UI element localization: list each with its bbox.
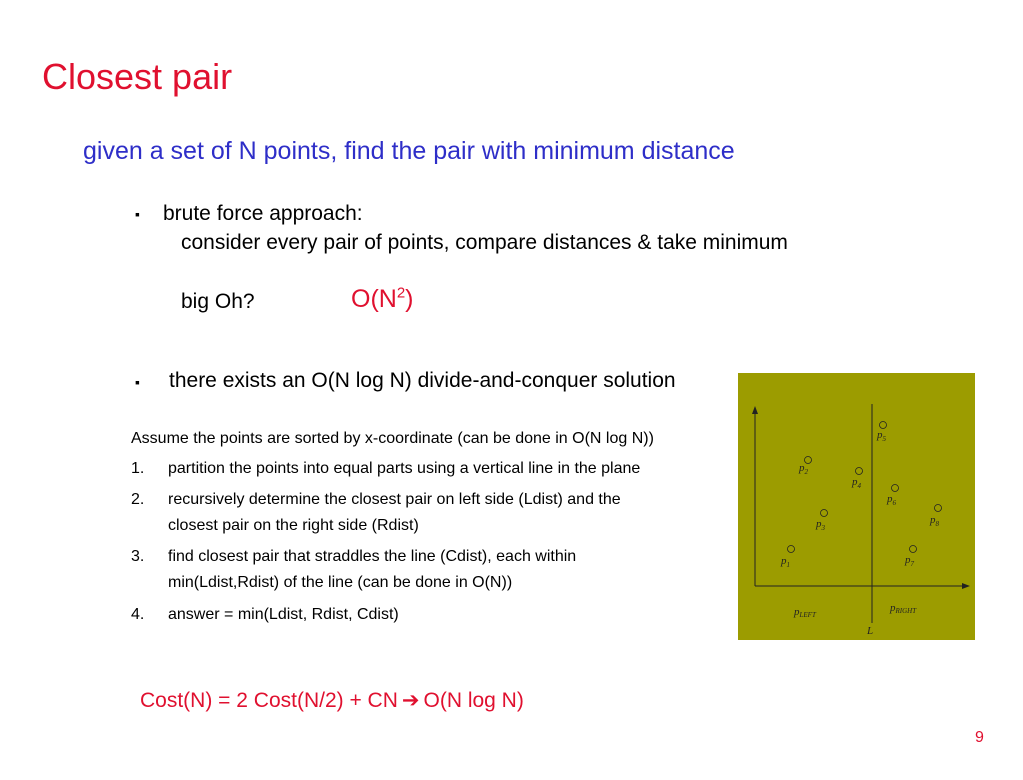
divide-conquer-bullet: there exists an O(N log N) divide-and-conquer solution [169,369,676,392]
point-label: $p_6$ [887,493,896,507]
line-l-label: L [867,625,874,637]
big-oh-answer-close: ) [405,285,414,313]
step-number: 2. [131,491,145,508]
step-text-continued: closest pair on the right side (Rdist) [168,517,419,534]
algorithm-assumption: Assume the points are sorted by x-coordinate (can be done in O(N log N)) [131,430,654,447]
algorithm-step [131,456,731,482]
recurrence-expression: Cost(N) = 2 Cost(N/2) + CN [140,689,398,712]
algorithm-step [131,544,731,596]
arrow-right-icon: ➔ [401,689,420,712]
point-label: $p_5$ [877,429,886,443]
brute-force-bullet: brute force approach: [163,202,363,225]
algorithm-step [131,602,731,628]
step-text: recursively determine the closest pair on left side (Ldist) and the [168,491,621,508]
cost-recurrence [140,688,524,713]
bullet-marker: ▪ [135,374,140,390]
step-text: partition the points into equal parts using a vertical line in the plane [168,460,641,477]
slide-subtitle: given a set of N points, find the pair with minimum distance [83,137,735,165]
closest-pair-diagram [738,373,975,640]
step-text-continued: min(Ldist,Rdist) of the line (can be done in O(N)) [168,574,513,591]
big-oh-answer-base: O(N [351,285,397,313]
big-oh-answer-exponent: 2 [396,284,406,302]
big-oh-answer [351,285,414,314]
page-number: 9 [975,729,984,746]
brute-force-detail: consider every pair of points, compare distances & take minimum [181,231,788,254]
step-number: 3. [131,548,145,565]
bullet-marker: ▪ [135,206,140,222]
step-text: answer = min(Ldist, Rdist, Cdist) [168,606,399,623]
slide-title: Closest pair [42,56,233,97]
step-number: 1. [131,460,145,477]
point-label: $p_3$ [816,518,825,532]
step-number: 4. [131,606,145,623]
point-label: $p_8$ [930,514,939,528]
big-oh-question: big Oh? [181,290,255,313]
point-label: $p_2$ [799,462,808,476]
recurrence-result: O(N log N) [423,689,524,712]
point-label: $p_7$ [905,554,914,568]
algorithm-step [131,487,731,539]
p-left-label: pLEFT [794,606,816,619]
point-label: $p_1$ [781,555,790,569]
diagram-background [738,373,975,640]
point-label: $p_4$ [852,476,861,490]
step-text: find closest pair that straddles the line (Cdist), each within [168,548,577,565]
p-right-label: pRIGHT [890,602,917,615]
